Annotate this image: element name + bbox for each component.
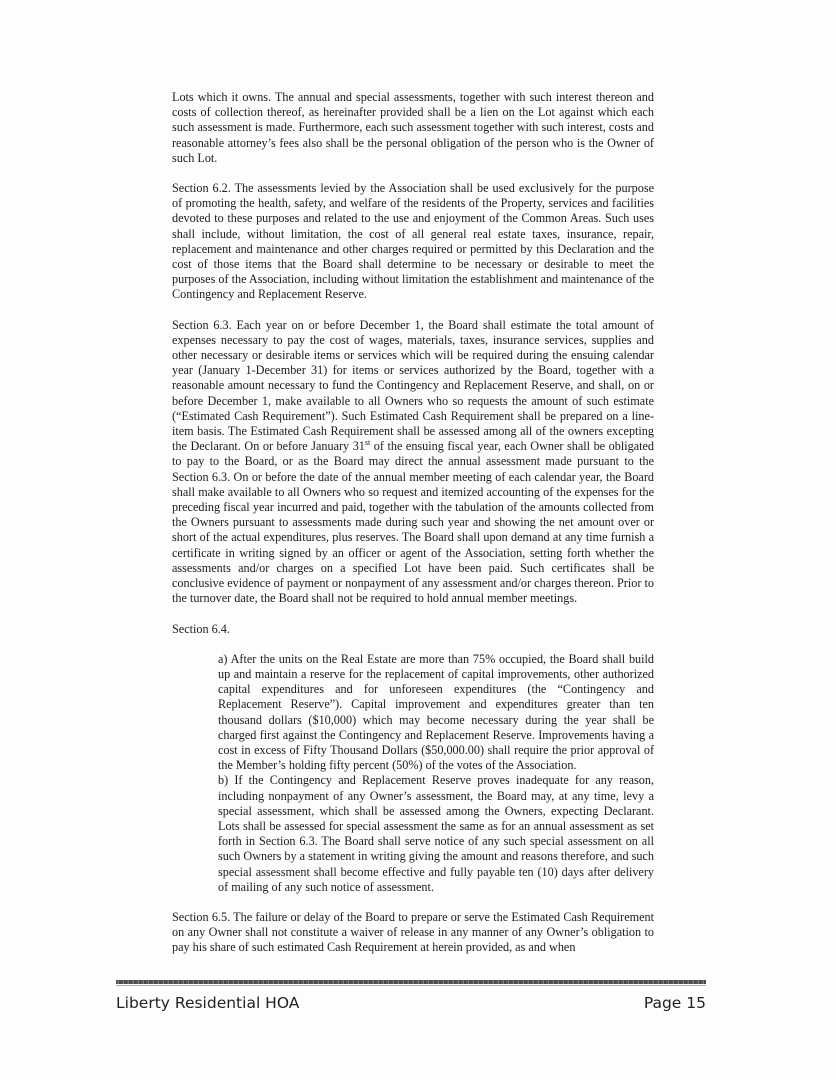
spacer <box>172 895 654 910</box>
section-6-3-part-b: of the ensuing fiscal year, each Owner shall be obligated to pay to the Board, or as the Board may direct the annual assessment made pursuant to the Section 6.3. On or before the date of the annual member meeting of each calendar year, the Board shall make available to all Owners who so request and itemized accounting of the expenses for the preceding fiscal year incurred and paid, together with the tabulation of the amounts collected from the Owners pursuant to assessments made during such year and showing the net amount over or short of the actual expenditures, plus reserves. The Board shall upon demand at any time furnish a certificate in writing signed by an officer or agent of the Association, setting forth whether the assessments and/or charges on a specified Lot have been paid. Such certificates shall be conclusive evidence of payment or nonpayment of any assessment and/or charges thereon. Prior to the turnover date, the Board shall not be required to hold annual member meetings. <box>172 439 654 606</box>
document-body <box>172 90 654 956</box>
section-6-4-list <box>218 652 654 895</box>
footer-organization: Liberty Residential HOA <box>116 994 300 1012</box>
footer-rule <box>116 980 706 984</box>
section-6-4-item-b: b) If the Contingency and Replacement Reserve proves inadequate for any reason, including nonpayment of any Owner’s assessment, the Board may, at any time, levy a special assessment, which shall be assessed among the Owners, expecting Declarant. Lots shall be assessed for special assessment the same as for an annual assessment as set forth in Section 6.3. The Board shall serve notice of any such special assessment on all such Owners by a statement in writing giving the amount and reasons therefore, and such special assessment shall become effective and fully payable ten (10) days after delivery of mailing of any such notice of assessment. <box>218 773 654 894</box>
paragraph-section-6-2: Section 6.2. The assessments levied by the Association shall be used exclusively for the purpose of promoting the health, safety, and welfare of the residents of the Property, services and facilities devoted to these purposes and related to the use and enjoyment of the Common Areas. Such uses shall include, without limitation, the cost of all general real estate taxes, insurance, repair, replacement and maintenance and other charges required or permitted by this Declaration and the cost of those items that the Board shall determine to be necessary or desirable to meet the purposes of the Association, including without limitation the establishment and maintenance of the Contingency and Replacement Reserve. <box>172 181 654 302</box>
paragraph-section-6-5: Section 6.5. The failure or delay of the Board to prepare or serve the Estimated Cash Requirement on any Owner shall not constitute a waiver of release in any manner of any Owner’s obligation to pay his share of such estimated Cash Requirement at herein provided, as and when <box>172 909 654 955</box>
paragraph-section-6-3 <box>172 318 654 607</box>
footer-rule-thin <box>116 985 706 986</box>
ordinal-suffix: st <box>364 438 371 448</box>
page-number: Page 15 <box>643 994 706 1012</box>
section-6-4-heading: Section 6.4. <box>172 621 230 636</box>
section-6-4-item-a: a) After the units on the Real Estate are more than 75% occupied, the Board shall build up and maintain a reserve for the replacement of capital improvements, other authorized capital expenditures and for unforeseen expenditures (the “Contingency and Replacement Reserve”). Capital improvement and expenditures greater than ten thousand dollars ($10,000) which may become necessary during the year shall be charged first against the Contingency and Replacement Reserve. Improvements having a cost in excess of Fifty Thousand Dollars ($50,000.00) shall require the prior approval of the Member’s holding fifty percent (50%) of the votes of the Association. <box>218 651 654 773</box>
paragraph-lot-lien: Lots which it owns. The annual and special assessments, together with such interest thereon and costs of collection thereof, as hereinafter provided shall be a lien on the Lot against which each such assessment is made. Furthermore, each such assessment together with such interest, costs and reasonable attorney’s fees also shall be the personal obligation of the person who is the Owner of such Lot. <box>172 90 654 165</box>
section-6-3-part-a: Section 6.3. Each year on or before December 1, the Board shall estimate the total amount of expenses necessary to pay the cost of wages, materials, taxes, insurance services, supplies and other necessary or desirable items or services which will be required during the ensuing calendar year (January 1-December 31) for items or services authorized by the Board, together with a reasonable amount necessary to fund the Contingency and Replacement Reserve, and shall, on or before December 1, make available to all Owners who so requests the amount of such estimate (“Estimated Cash Requirement”). Such Estimated Cash Requirement shall be prepared on a line-item basis. The Estimated Cash Requirement shall be assessed among all of the owners excepting the Declarant. On or before January 31 <box>172 317 654 454</box>
